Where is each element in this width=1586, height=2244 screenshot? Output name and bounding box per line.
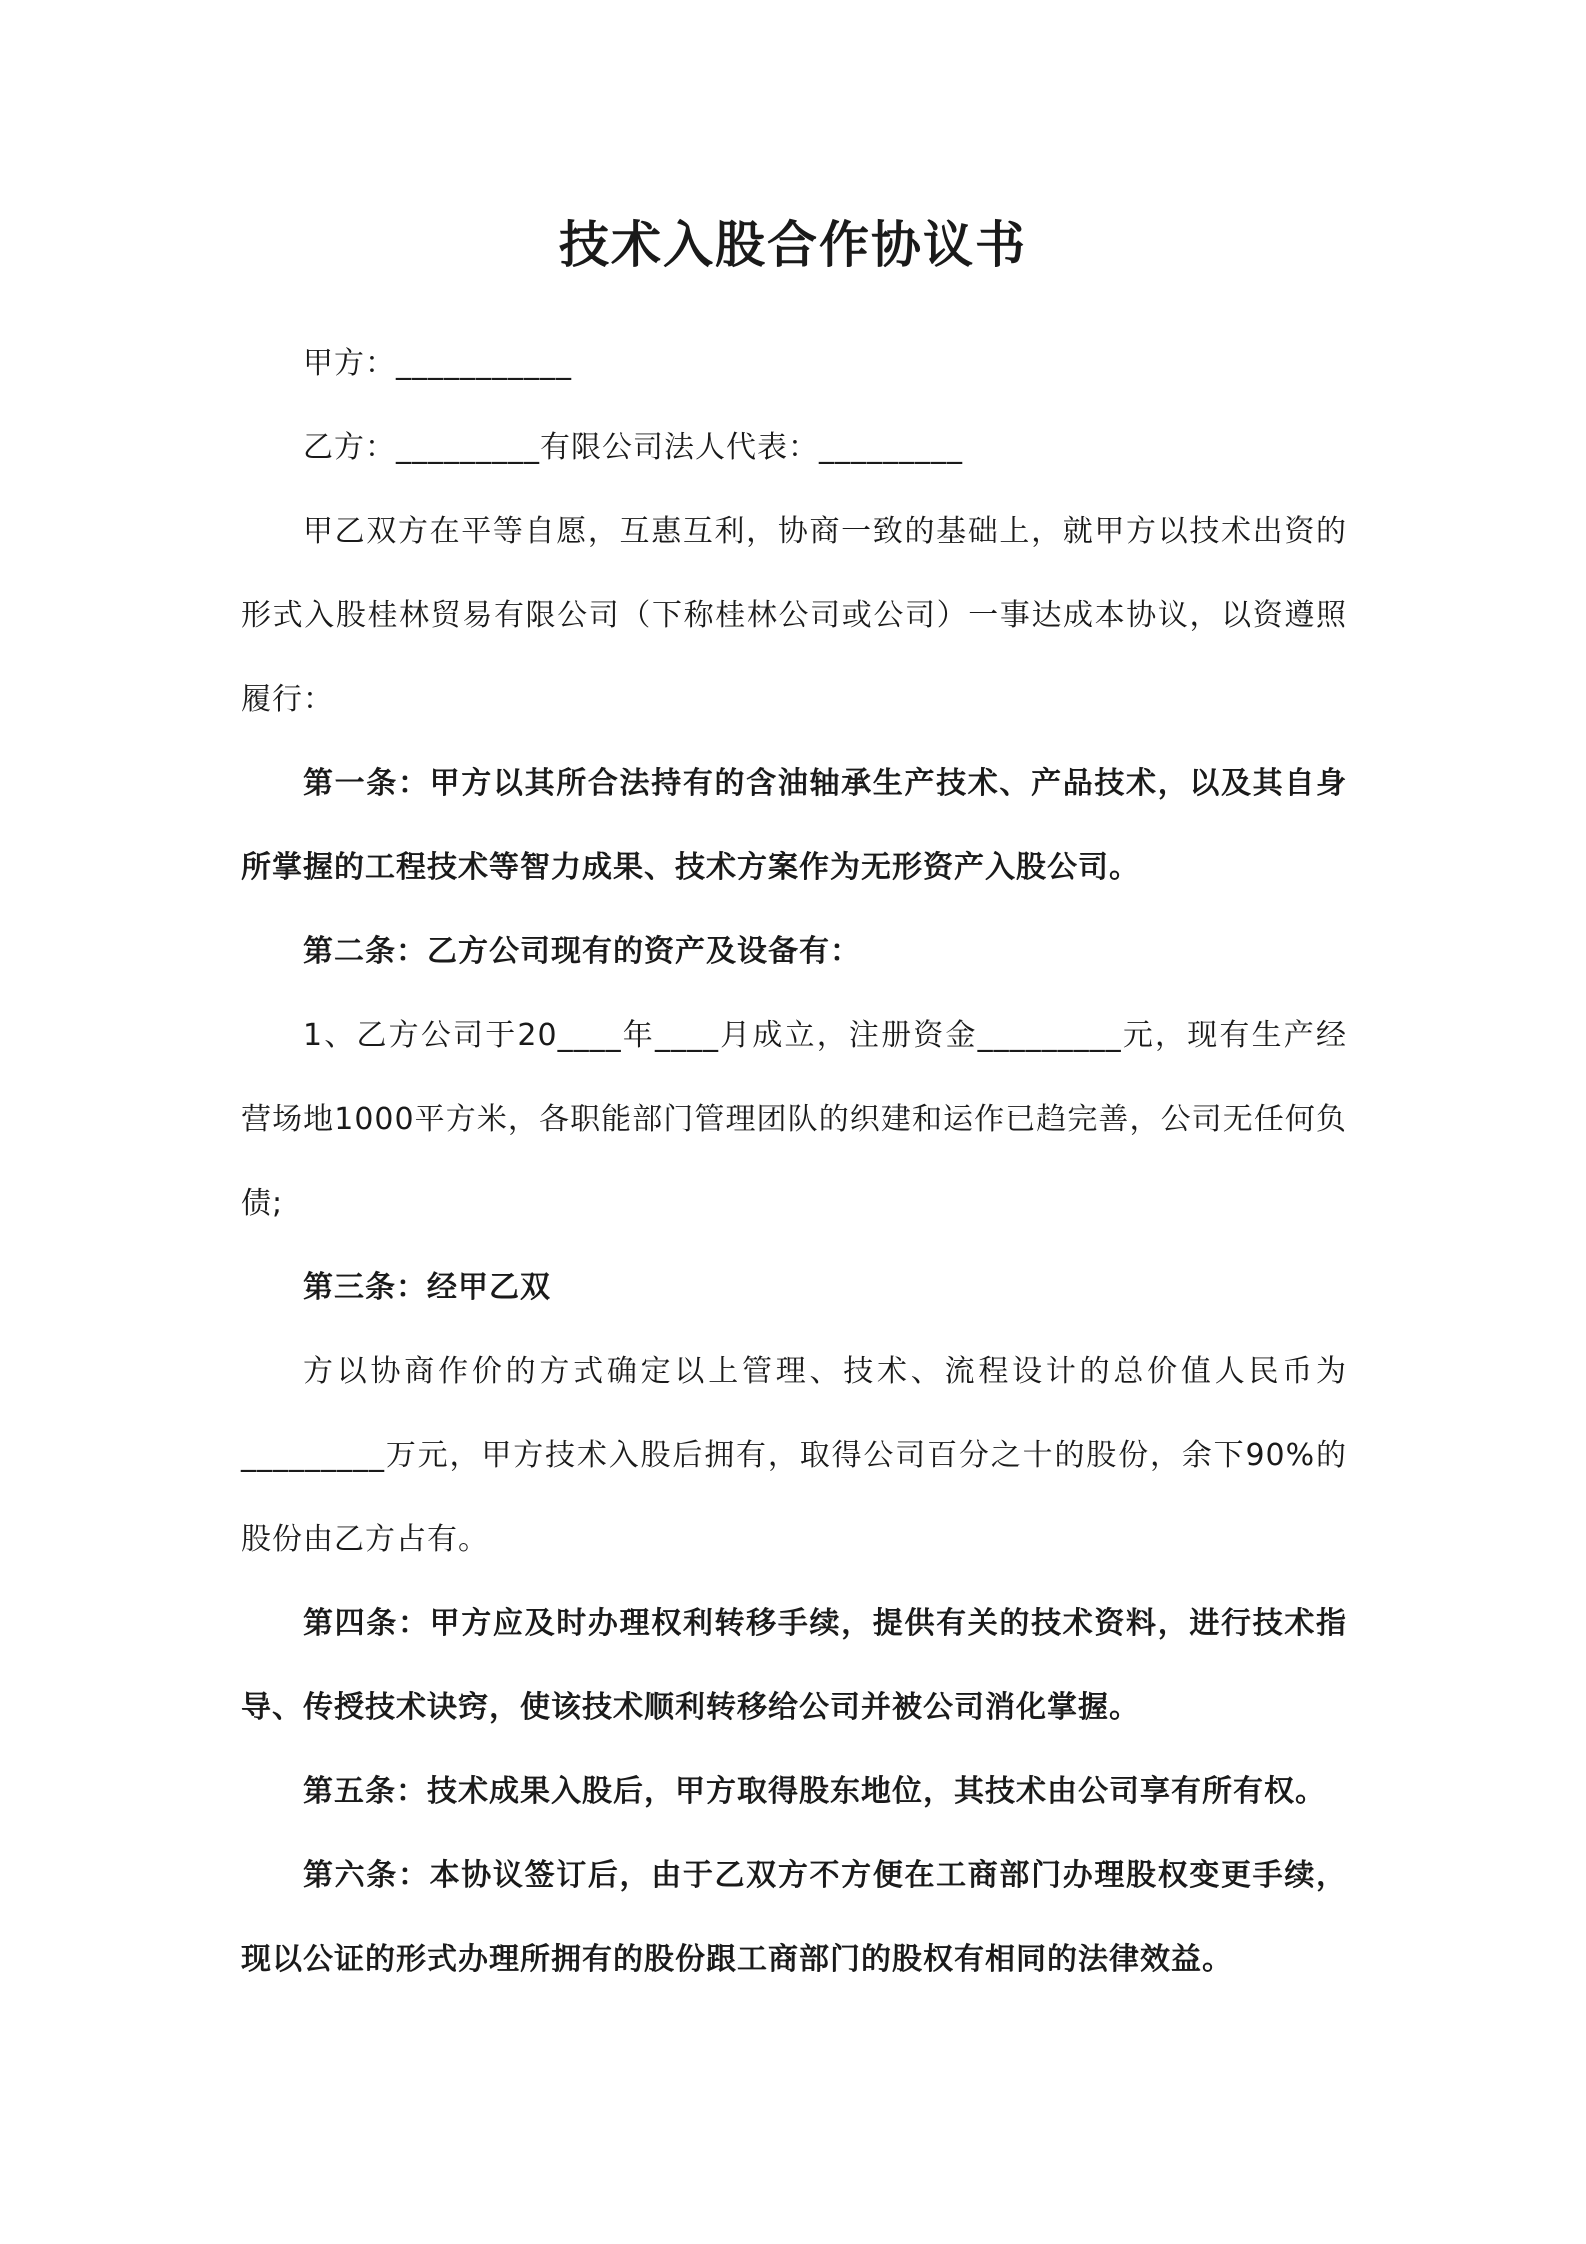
article-5-paragraph: 第五条：技术成果入股后，甲方取得股东地位，其技术由公司享有所有权。 xyxy=(303,1774,1326,1809)
article-6-paragraph: 第六条：本协议签订后，由于乙双方不方便在工商部门办理股权变更手续，现以公证的形式办理所拥有的股份跟工商部门的股权有相同的法律效益。 xyxy=(241,1858,1347,1977)
document-body xyxy=(241,322,1347,2002)
party-a-line: 甲方：___________ xyxy=(303,346,572,381)
article-1-paragraph: 第一条：甲方以其所合法持有的含油轴承生产技术、产品技术，以及其自身所掌握的工程技术等智力成果、技术方案作为无形资产入股公司。 xyxy=(241,766,1347,885)
article-3-heading: 第三条：经甲乙双 xyxy=(303,1270,551,1305)
preamble-paragraph: 甲乙双方在平等自愿，互惠互利，协商一致的基础上，就甲方以技术出资的形式入股桂林贸易有限公司（下称桂林公司或公司）一事达成本协议，以资遵照履行： xyxy=(241,514,1347,717)
party-b-line: 乙方：_________有限公司法人代表：_________ xyxy=(303,430,963,465)
document-title: 技术入股合作协议书 xyxy=(559,216,1027,274)
article-3-paragraph: 方以协商作价的方式确定以上管理、技术、流程设计的总价值人民币为_________万元，甲方技术入股后拥有，取得公司百分之十的股份，余下90%的股份由乙方占有。 xyxy=(241,1354,1347,1557)
article-2-paragraph: 第二条：乙方公司现有的资产及设备有： xyxy=(303,934,861,969)
article-2-item-1-paragraph: 1、乙方公司于20____年____月成立，注册资金_________元，现有生产经营场地1000平方米，各职能部门管理团队的织建和运作已趋完善，公司无任何负债; xyxy=(241,1018,1347,1221)
article-4-paragraph: 第四条：甲方应及时办理权利转移手续，提供有关的技术资料，进行技术指导、传授技术诀窍，使该技术顺利转移给公司并被公司消化掌握。 xyxy=(241,1606,1347,1725)
